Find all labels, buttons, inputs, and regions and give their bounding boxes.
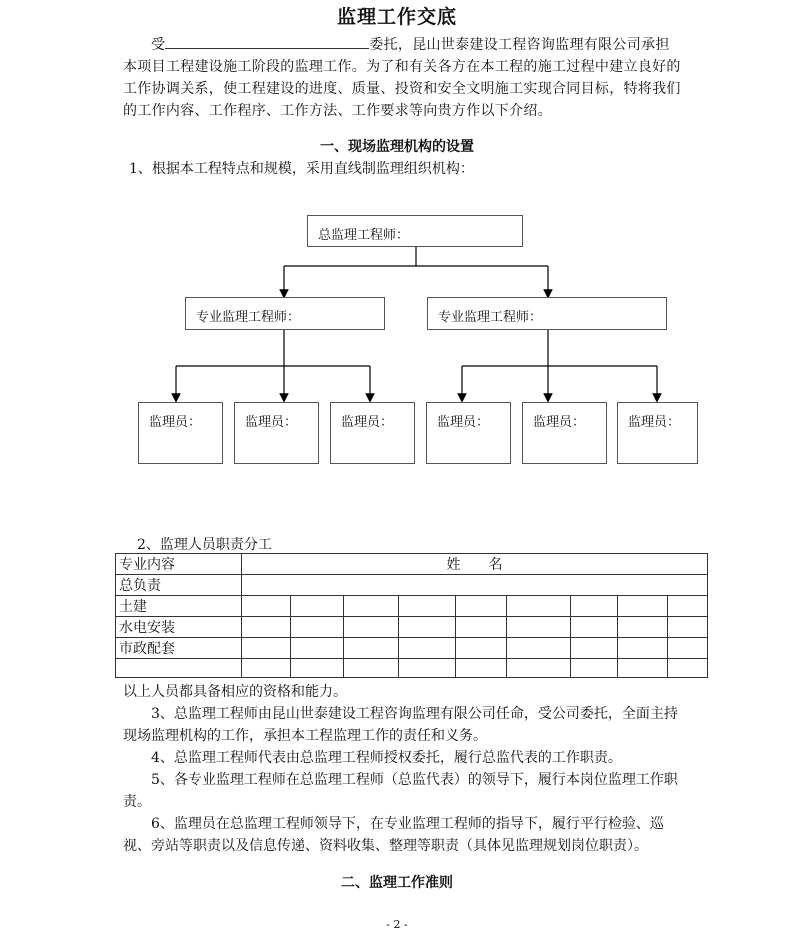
inspector-box (522, 402, 607, 464)
table-cell (618, 596, 668, 617)
inspector-label: 监理员： (533, 415, 586, 430)
table-row (116, 617, 708, 638)
table-cell (507, 596, 571, 617)
table-cell (507, 659, 571, 678)
page-title: 监理工作交底 (336, 6, 457, 28)
intro-suffix: 委托，昆山世泰建设工程咨询监理有限公 (369, 37, 627, 53)
paragraph-3: 3、总监理工程师由昆山世泰建设工程咨询监理有限公司任命，受公司委托，全面主持现场监理机构的工作，承担本工程监理工作的责任和义务。 (123, 706, 678, 744)
table-cell (399, 638, 456, 659)
intro-prefix: 受 (151, 37, 166, 53)
section2-heading: 二、监理工作准则 (341, 875, 453, 891)
table-cell (344, 596, 399, 617)
table-cell (618, 659, 668, 678)
duties-heading: 2、监理人员职责分工 (137, 537, 272, 553)
table-cell (242, 596, 291, 617)
table-header-row (116, 554, 708, 575)
table-cell (507, 638, 571, 659)
specialist-box-right (427, 297, 667, 330)
table-cell (291, 638, 344, 659)
inspector-box (426, 402, 511, 464)
row-label: 水电安装 (116, 617, 242, 638)
table-cell (242, 575, 708, 596)
inspector-label: 监理员： (245, 415, 298, 430)
table-cell (344, 659, 399, 678)
table-cell (291, 617, 344, 638)
table-row (116, 596, 708, 617)
row-label: 土建 (116, 596, 242, 617)
inspector-label: 监理员： (437, 415, 490, 430)
inspector-label: 监理员： (341, 415, 394, 430)
table-cell (507, 617, 571, 638)
inspector-box (234, 402, 319, 464)
table-cell (399, 617, 456, 638)
table-cell (399, 596, 456, 617)
table-cell (618, 638, 668, 659)
table-cell (668, 638, 708, 659)
table-cell (399, 659, 456, 678)
col-content-header: 专业内容 (116, 554, 242, 575)
qualification-note: 以上人员都具备相应的资格和能力。 (123, 684, 347, 700)
duties-table (115, 553, 708, 678)
col-name-header: 姓 名 (242, 554, 708, 575)
table-cell (668, 659, 708, 678)
table-cell (571, 659, 618, 678)
specialist-label: 专业监理工程师： (438, 310, 543, 325)
page-number: - 2 - (386, 918, 408, 931)
inspector-label: 监理员： (628, 415, 681, 430)
table-row (116, 638, 708, 659)
inspector-label: 监理员： (149, 415, 202, 430)
table-cell (242, 659, 291, 678)
paragraph-6: 6、监理员在总监理工程师领导下，在专业监理工程师的指导下，履行平行检验、巡视、旁站等职责以及信息传递、资料收集、整理等职责（具体见监理规划岗位职责）。 (123, 816, 664, 854)
specialist-label: 专业监理工程师： (196, 310, 301, 325)
section1-heading: 一、现场监理机构的设置 (320, 139, 474, 155)
paragraph-5: 5、各专业监理工程师在总监理工程师（总监代表）的领导下，履行本岗位监理工作职责。 (123, 772, 678, 810)
table-cell (344, 638, 399, 659)
chief-engineer-box (307, 215, 523, 247)
inspector-box (138, 402, 223, 464)
table-cell (571, 638, 618, 659)
table-cell (571, 596, 618, 617)
table-cell (571, 617, 618, 638)
table-cell (456, 659, 507, 678)
table-cell (456, 617, 507, 638)
chief-engineer-label: 总监理工程师： (318, 228, 410, 243)
inspector-box (617, 402, 698, 464)
table-cell (242, 638, 291, 659)
paragraph-4: 4、总监理工程师代表由总监理工程师授权委托，履行总监代表的工作职责。 (151, 750, 622, 766)
table-cell (291, 596, 344, 617)
table-cell (344, 617, 399, 638)
table-cell (456, 638, 507, 659)
table-cell (456, 596, 507, 617)
table-row (116, 659, 708, 678)
table-cell (242, 617, 291, 638)
table-cell (668, 617, 708, 638)
table-cell (291, 659, 344, 678)
row-label: 总负责 (116, 575, 242, 596)
row-label: 市政配套 (116, 638, 242, 659)
specialist-box-left (185, 297, 385, 330)
section1-item1: 1、根据本工程特点和规模，采用直线制监理组织机构： (129, 161, 474, 177)
intro-rest: 司承担本项目工程建设施工阶段的监理工作。为了和有关各方在本工程的施工过程中建立良好的工作协调关系，使工程建设的进度、质量、投资和安全文明施工实现合同目标，特将我们的工作内容、工作程序、工作方法、工作要求等向贵方作以下介绍。 (123, 37, 681, 119)
table-cell (668, 596, 708, 617)
row-label (116, 659, 242, 678)
table-cell (618, 617, 668, 638)
inspector-box (330, 402, 415, 464)
table-row (116, 575, 708, 596)
